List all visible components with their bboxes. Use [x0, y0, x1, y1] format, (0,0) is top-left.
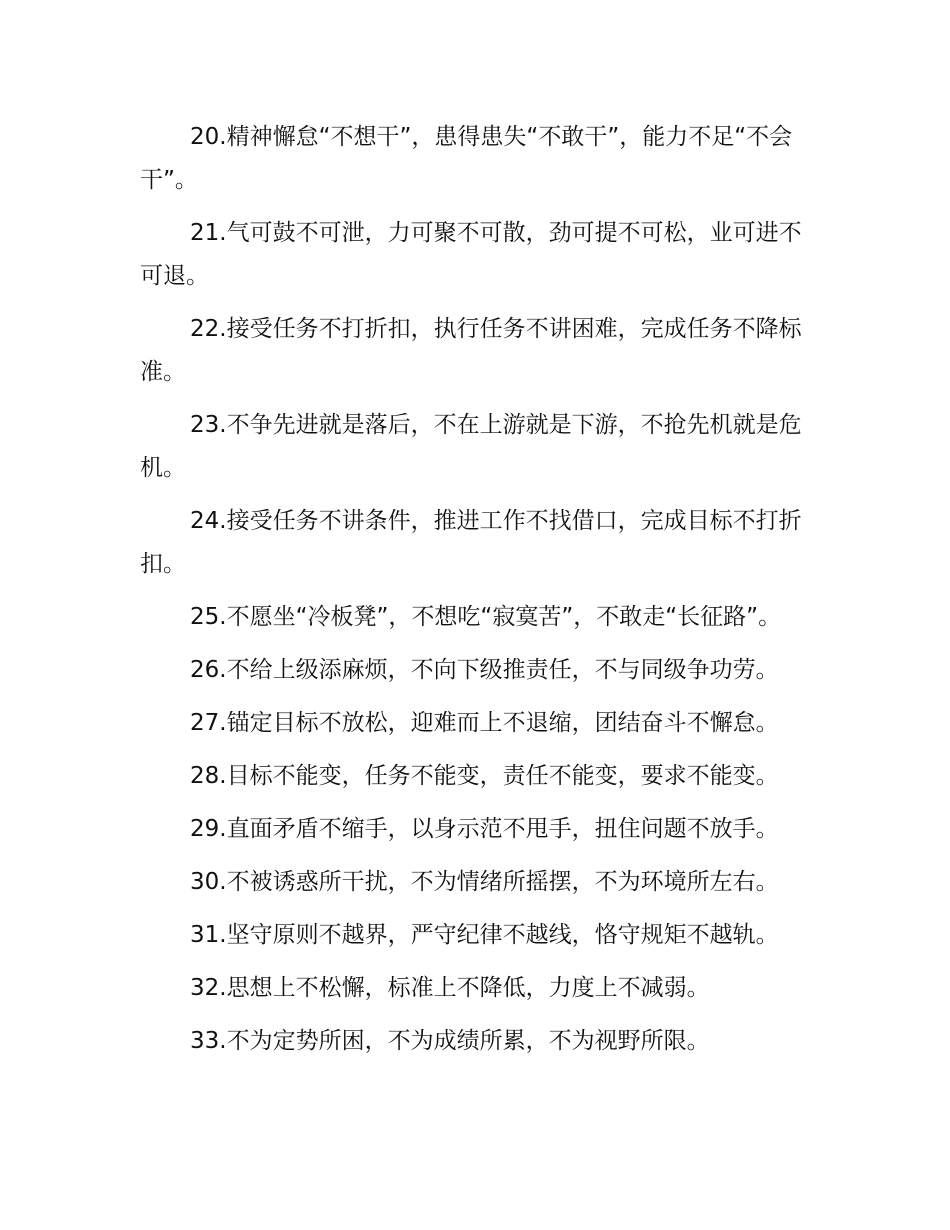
list-item: 33.不为定势所困，不为成绩所累，不为视野所限。	[190, 1028, 710, 1054]
list-item: 28.目标不能变，任务不能变，责任不能变，要求不能变。	[190, 763, 779, 789]
list-item: 31.坚守原则不越界，严守纪律不越线，恪守规矩不越轨。	[190, 922, 779, 948]
list-item: 20.精神懈怠“不想干”，患得患失“不敢干”，能力不足“不会干”。	[140, 124, 793, 193]
list-item: 29.直面矛盾不缩手，以身示范不甩手，扭住问题不放手。	[190, 816, 779, 842]
list-item: 27.锚定目标不放松，迎难而上不退缩，团结奋斗不懈怠。	[190, 710, 779, 736]
list-item: 26.不给上级添麻烦，不向下级推责任，不与同级争功劳。	[190, 657, 779, 683]
document-body	[140, 116, 814, 1073]
list-item: 24.接受任务不讲条件，推进工作不找借口，完成目标不打折扣。	[140, 508, 802, 577]
list-item: 21.气可鼓不可泄，力可聚不可散，劲可提不可松，业可进不可退。	[140, 220, 802, 289]
list-item: 22.接受任务不打折扣，执行任务不讲困难，完成任务不降标准。	[140, 316, 802, 385]
list-item: 23.不争先进就是落后，不在上游就是下游，不抢先机就是危机。	[140, 412, 802, 481]
list-item: 32.思想上不松懈，标准上不降低，力度上不减弱。	[190, 975, 710, 1001]
list-item: 25.不愿坐“冷板凳”，不想吃“寂寞苦”，不敢走“长征路”。	[190, 604, 782, 630]
list-item: 30.不被诱惑所干扰，不为情绪所摇摆，不为环境所左右。	[190, 869, 779, 895]
